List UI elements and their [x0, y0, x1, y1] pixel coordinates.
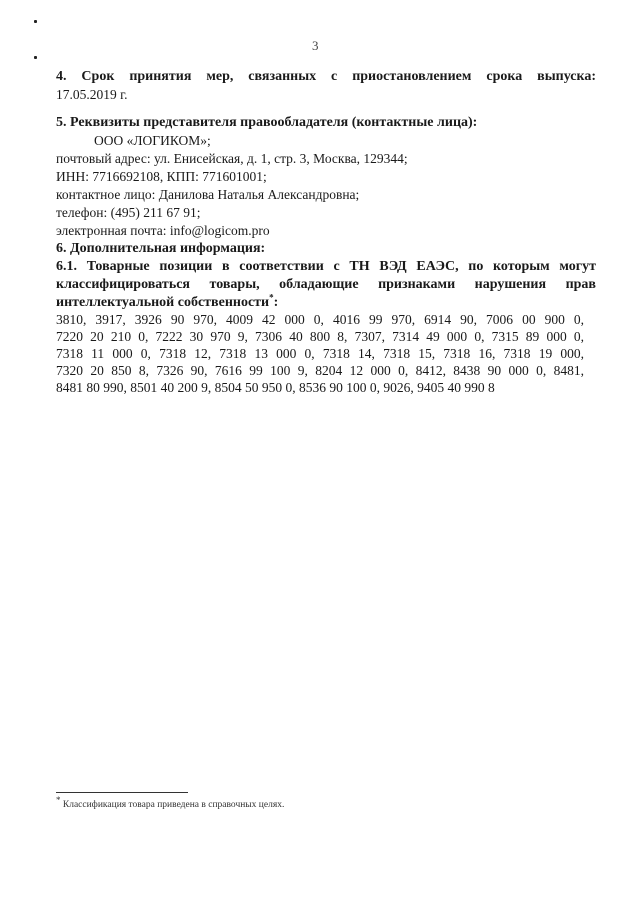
- scan-speck: [34, 56, 37, 59]
- section-4-heading: 4. Срок принятия мер, связанных с приостановлением срока выпуска:: [56, 69, 596, 84]
- section-5-heading: 5. Реквизиты представителя правообладателя (контактные лица):: [56, 115, 478, 130]
- email: электронная почта: info@logicom.pro: [56, 223, 270, 238]
- codes-line: 7320 20 850 8, 7326 90, 7616 99 100 9, 8204 12 000 0, 8412, 8438 90 000 0, 8481,: [56, 363, 584, 378]
- section-6-1-heading-text: интеллектуальной собственности: [56, 295, 270, 310]
- scan-speck: [34, 20, 37, 23]
- section-5: [56, 114, 596, 240]
- company-name: ООО «ЛОГИКОМ»;: [94, 133, 211, 148]
- inn-kpp: ИНН: 7716692108, КПП: 771601001;: [56, 169, 267, 184]
- codes-line: 7318 11 000 0, 7318 12, 7318 13 000 0, 7318 14, 7318 15, 7318 16, 7318 19 000,: [56, 346, 584, 361]
- section-6-1-heading-line1: 6.1. Товарные позиции в соответствии с ТН ВЭД ЕАЭС, по которым могут: [56, 259, 596, 274]
- footnote-mark: *: [56, 795, 61, 805]
- section-6-1-heading-colon: :: [273, 295, 279, 310]
- codes-line: 8481 80 990, 8501 40 200 9, 8504 50 950 0, 8536 90 100 0, 9026, 9405 40 990 8: [56, 380, 495, 395]
- footnote: [56, 795, 285, 811]
- section-6-1-heading-line2: классифицироваться товары, обладающие признаками нарушения прав: [56, 277, 596, 292]
- section-4: [56, 68, 596, 104]
- release-date: 17.05.2019 г.: [56, 87, 128, 102]
- page-number: 3: [312, 38, 319, 53]
- section-6-1-heading-line3: [56, 294, 596, 312]
- codes-line: 7220 20 210 0, 7222 30 970 9, 7306 40 800 8, 7307, 7314 49 000 0, 7315 89 000 0,: [56, 329, 584, 344]
- codes-line: 3810, 3917, 3926 90 970, 4009 42 000 0, 4016 99 970, 6914 90, 7006 00 900 0,: [56, 312, 584, 327]
- footnote-reference: *: [269, 292, 274, 303]
- tnved-codes: [56, 311, 584, 396]
- footnote-divider: [56, 792, 188, 793]
- contact-person: контактное лицо: Данилова Наталья Александровна;: [56, 187, 360, 202]
- footnote-text: Классификация товара приведена в справочных целях.: [60, 800, 285, 811]
- section-6-heading: 6. Дополнительная информация:: [56, 241, 266, 256]
- phone: телефон: (495) 211 67 91;: [56, 205, 201, 220]
- postal-address: почтовый адрес: ул. Енисейская, д. 1, стр. 3, Москва, 129344;: [56, 151, 408, 166]
- section-6: [56, 240, 596, 312]
